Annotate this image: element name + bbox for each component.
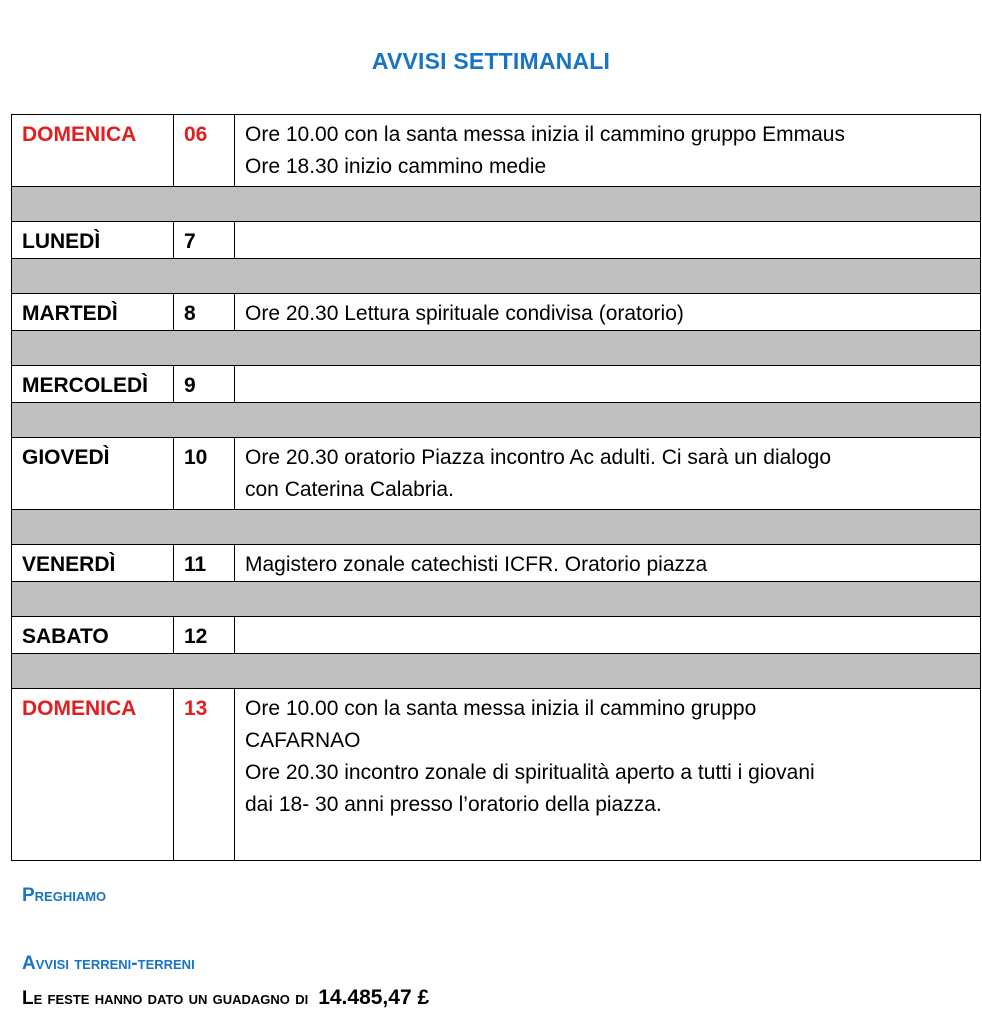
schedule-table <box>11 114 981 861</box>
schedule-row <box>12 545 981 582</box>
schedule-row <box>12 366 981 403</box>
separator-row <box>12 582 981 617</box>
day-cell: SABATO <box>12 617 174 654</box>
pray-heading: Preghiamo <box>22 885 107 906</box>
event-cell <box>235 617 981 654</box>
notice-line <box>22 986 429 1010</box>
event-cell <box>235 545 981 582</box>
page-title: AVVISI SETTIMANALI <box>371 48 611 74</box>
separator-cell <box>12 582 981 617</box>
day-cell: MARTEDÌ <box>12 294 174 331</box>
separator-row <box>12 510 981 545</box>
event-line: con Caterina Calabria. <box>245 478 454 501</box>
separator-cell <box>12 259 981 294</box>
day-cell: DOMENICA <box>12 689 174 861</box>
event-cell <box>235 115 981 187</box>
event-cell <box>235 689 981 861</box>
date-cell: 10 <box>174 438 235 510</box>
event-line: Ore 20.30 incontro zonale di spiritualità aperto a tutti i giovani <box>245 761 815 784</box>
date-cell: 06 <box>174 115 235 187</box>
separator-cell <box>12 510 981 545</box>
separator-cell <box>12 654 981 689</box>
event-line: CAFARNAO <box>245 729 361 752</box>
event-cell <box>235 366 981 403</box>
date-cell: 13 <box>174 689 235 861</box>
date-cell: 7 <box>174 222 235 259</box>
separator-cell <box>12 331 981 366</box>
event-line: Ore 10.00 con la santa messa inizia il cammino gruppo Emmaus <box>245 123 845 146</box>
schedule-row <box>12 438 981 510</box>
event-cell <box>235 222 981 259</box>
date-cell: 9 <box>174 366 235 403</box>
separator-row <box>12 187 981 222</box>
day-cell: VENERDÌ <box>12 545 174 582</box>
event-cell <box>235 294 981 331</box>
day-cell: DOMENICA <box>12 115 174 187</box>
schedule-row <box>12 115 981 187</box>
day-cell: LUNEDÌ <box>12 222 174 259</box>
day-cell: MERCOLEDÌ <box>12 366 174 403</box>
event-cell <box>235 438 981 510</box>
separator-cell <box>12 187 981 222</box>
event-line: Ore 18.30 inizio cammino medie <box>245 155 547 178</box>
separator-cell <box>12 403 981 438</box>
event-line: Ore 20.30 oratorio Piazza incontro Ac adulti. Ci sarà un dialogo <box>245 446 832 469</box>
notice-amount: 14.485,47 £ <box>318 986 430 1009</box>
date-cell: 11 <box>174 545 235 582</box>
event-line: dai 18- 30 anni presso l’oratorio della piazza. <box>245 793 662 816</box>
separator-row <box>12 259 981 294</box>
notice-text: Le feste hanno dato un guadagno di <box>22 988 309 1009</box>
date-cell: 8 <box>174 294 235 331</box>
schedule-row <box>12 294 981 331</box>
event-line: Magistero zonale catechisti ICFR. Oratorio piazza <box>245 553 708 576</box>
separator-row <box>12 654 981 689</box>
day-cell: GIOVEDÌ <box>12 438 174 510</box>
schedule-row <box>12 689 981 861</box>
separator-row <box>12 403 981 438</box>
schedule-row <box>12 617 981 654</box>
event-line: Ore 10.00 con la santa messa inizia il cammino gruppo <box>245 697 757 720</box>
event-line: Ore 20.30 Lettura spirituale condivisa (oratorio) <box>245 302 684 325</box>
notices-heading: Avvisi terreni-terreni <box>22 953 195 974</box>
schedule-row <box>12 222 981 259</box>
date-cell: 12 <box>174 617 235 654</box>
separator-row <box>12 331 981 366</box>
